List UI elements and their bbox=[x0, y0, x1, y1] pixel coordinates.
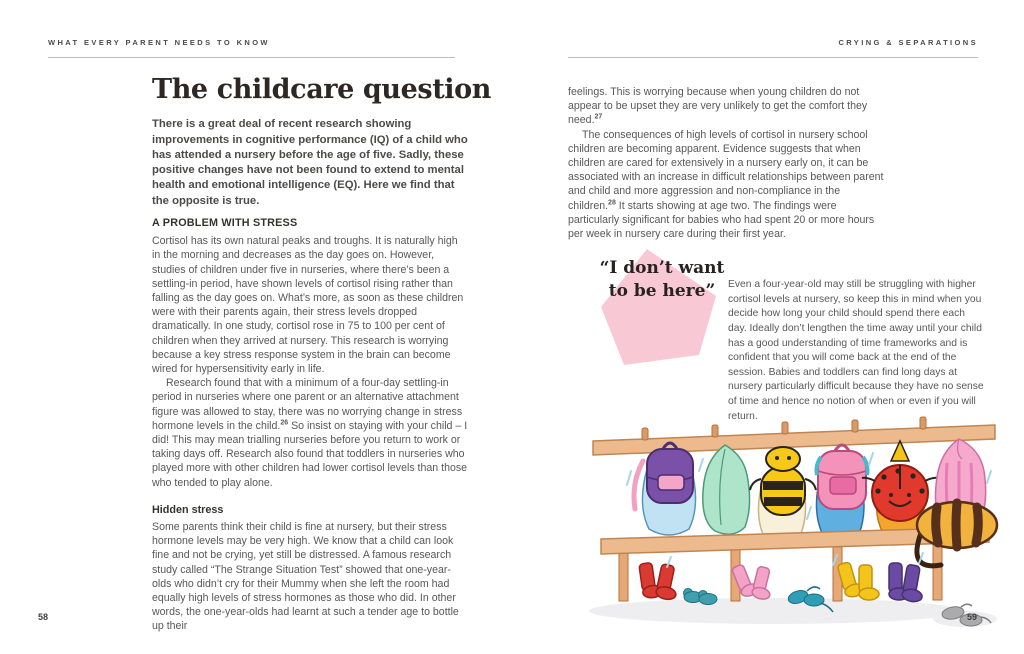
red-wellies bbox=[639, 561, 682, 601]
header-rule-left bbox=[48, 57, 455, 58]
peg-icon bbox=[642, 428, 648, 440]
pink-backpack-and-blue-coat bbox=[816, 445, 867, 540]
footnote-28: 28 bbox=[608, 199, 616, 207]
footnote-26: 26 bbox=[280, 419, 289, 427]
right-paragraph-2-continued: It starts showing at age two. The findings were particularly significant for babies who had spent 20 or more hours per week in nursery care during their first year. bbox=[568, 199, 875, 241]
section-heading-hidden-stress: Hidden stress bbox=[152, 503, 224, 516]
section-heading-stress: A PROBLEM WITH STRESS bbox=[152, 217, 298, 229]
left-column-body bbox=[152, 216, 468, 634]
page-number-right: 59 bbox=[967, 612, 978, 622]
right-paragraph-1 bbox=[568, 85, 884, 128]
footnote-27: 27 bbox=[594, 113, 603, 121]
yellow-wellies bbox=[837, 560, 879, 600]
bench-leg bbox=[619, 553, 628, 601]
intro-paragraph: There is a great deal of recent research showing improvements in cognitive performance (IQ) of a child who has attended a nursery before the age of five. Sadly, these positive changes have not been found to extend to mental health and emotional intelligence (EQ). Here we find that the opposite is true. bbox=[152, 118, 468, 207]
stress-paragraph-1: Cortisol has its own natural peaks and troughs. It is naturally high in the morning and decreases as the day goes on. However, studies of children under five in nurseries, where there’s been a settling-in period, have shown levels of cortisol rising rather than falling as the day goes on. What’s more, as soon as these children were with their parents again, their stress levels dropped dramatically. In one study, cortisol rose in 75 to 100 per cent of children when they arrived at nursery. This research is worrying because a key stress response system in the brain can become wired for hypersensitivity early in life. bbox=[152, 235, 464, 376]
peg-icon bbox=[852, 420, 858, 432]
page-number-left: 58 bbox=[38, 612, 49, 622]
running-head-left: WHAT EVERY PARENT NEEDS TO KNOW bbox=[48, 38, 270, 47]
bee-backpack-and-cream-coat bbox=[750, 447, 816, 544]
peg-icon bbox=[920, 417, 926, 429]
header-rule-right bbox=[568, 57, 978, 58]
bench-leg bbox=[933, 544, 942, 600]
stress-paragraph-2 bbox=[152, 376, 468, 490]
hidden-stress-paragraph: Some parents think their child is fine at nursery, but their stress hormone levels may be very high. We know that a child can look fine and not be crying, yet still be distressed. A famous research study called “The Strange Situation Test” showed that one-year-olds who didn’t cry for their Mummy when she left the room had equally high levels of stress hormones as those who did. In other words, the one-year-olds had learnt at such a tender age to bottle up their bbox=[152, 521, 459, 633]
stress-paragraph-2-text: Research found that with a minimum of a four-day settling-in period in nurseries where one parent or an alternative attachment figure was allowed to stay, there was no worrying change in stress hormone levels in the child. bbox=[152, 377, 463, 432]
pull-quote-line-2: to be here” bbox=[608, 281, 716, 301]
stress-paragraph-2-continued: So insist on staying with your child – I did! This may mean trialling nurseries before you return to work or taking days off. Research also found that toddlers in nurseries who played more with other children had lower cortisol levels than those who tended to play alone. bbox=[152, 419, 468, 489]
floor-shadow bbox=[589, 598, 961, 624]
pull-quote-line-1: “I don’t want bbox=[599, 258, 725, 278]
running-head-right: CRYING & SEPARATIONS bbox=[838, 38, 978, 47]
bee-bag bbox=[917, 502, 997, 566]
page-title: The childcare question bbox=[152, 74, 491, 106]
right-paragraph-2-text: The consequences of high levels of cortisol in nursery school children are becoming apparent. Evidence suggests that when children are cared for extensively in a nursery early on, it can be associated with an increase in difficult relationships between parent and child and more aggression and non-compliance in the children. bbox=[568, 128, 884, 212]
purple-backpack-and-blue-coat bbox=[634, 443, 696, 535]
peg-icon bbox=[712, 425, 718, 437]
mint-coat bbox=[703, 445, 750, 534]
right-column-body bbox=[568, 85, 884, 241]
peg-icon bbox=[782, 422, 788, 434]
purple-wellies bbox=[889, 563, 927, 603]
cloakroom-illustration bbox=[585, 413, 1003, 639]
pull-quote bbox=[584, 257, 740, 303]
teal-shoes bbox=[684, 589, 718, 605]
right-paragraph-1-text: feelings. This is worrying because when young children do not appear to be upset they are very unlikely to get the comfort they need. bbox=[568, 86, 868, 127]
right-paragraph-2 bbox=[568, 128, 884, 242]
side-paragraph: Even a four-year-old may still be struggling with higher cortisol levels at nursery, so keep this in mind when you decide how long your child should spend there each day. Ideally don’t lengthen the time away until your child has a good understanding of time frameworks and is confident that you will come back at the end of the session. Babies and toddlers can find long days at nursery particularly difficult because they have no sense of time and hence no notion of when or even if you will return. bbox=[728, 279, 984, 422]
